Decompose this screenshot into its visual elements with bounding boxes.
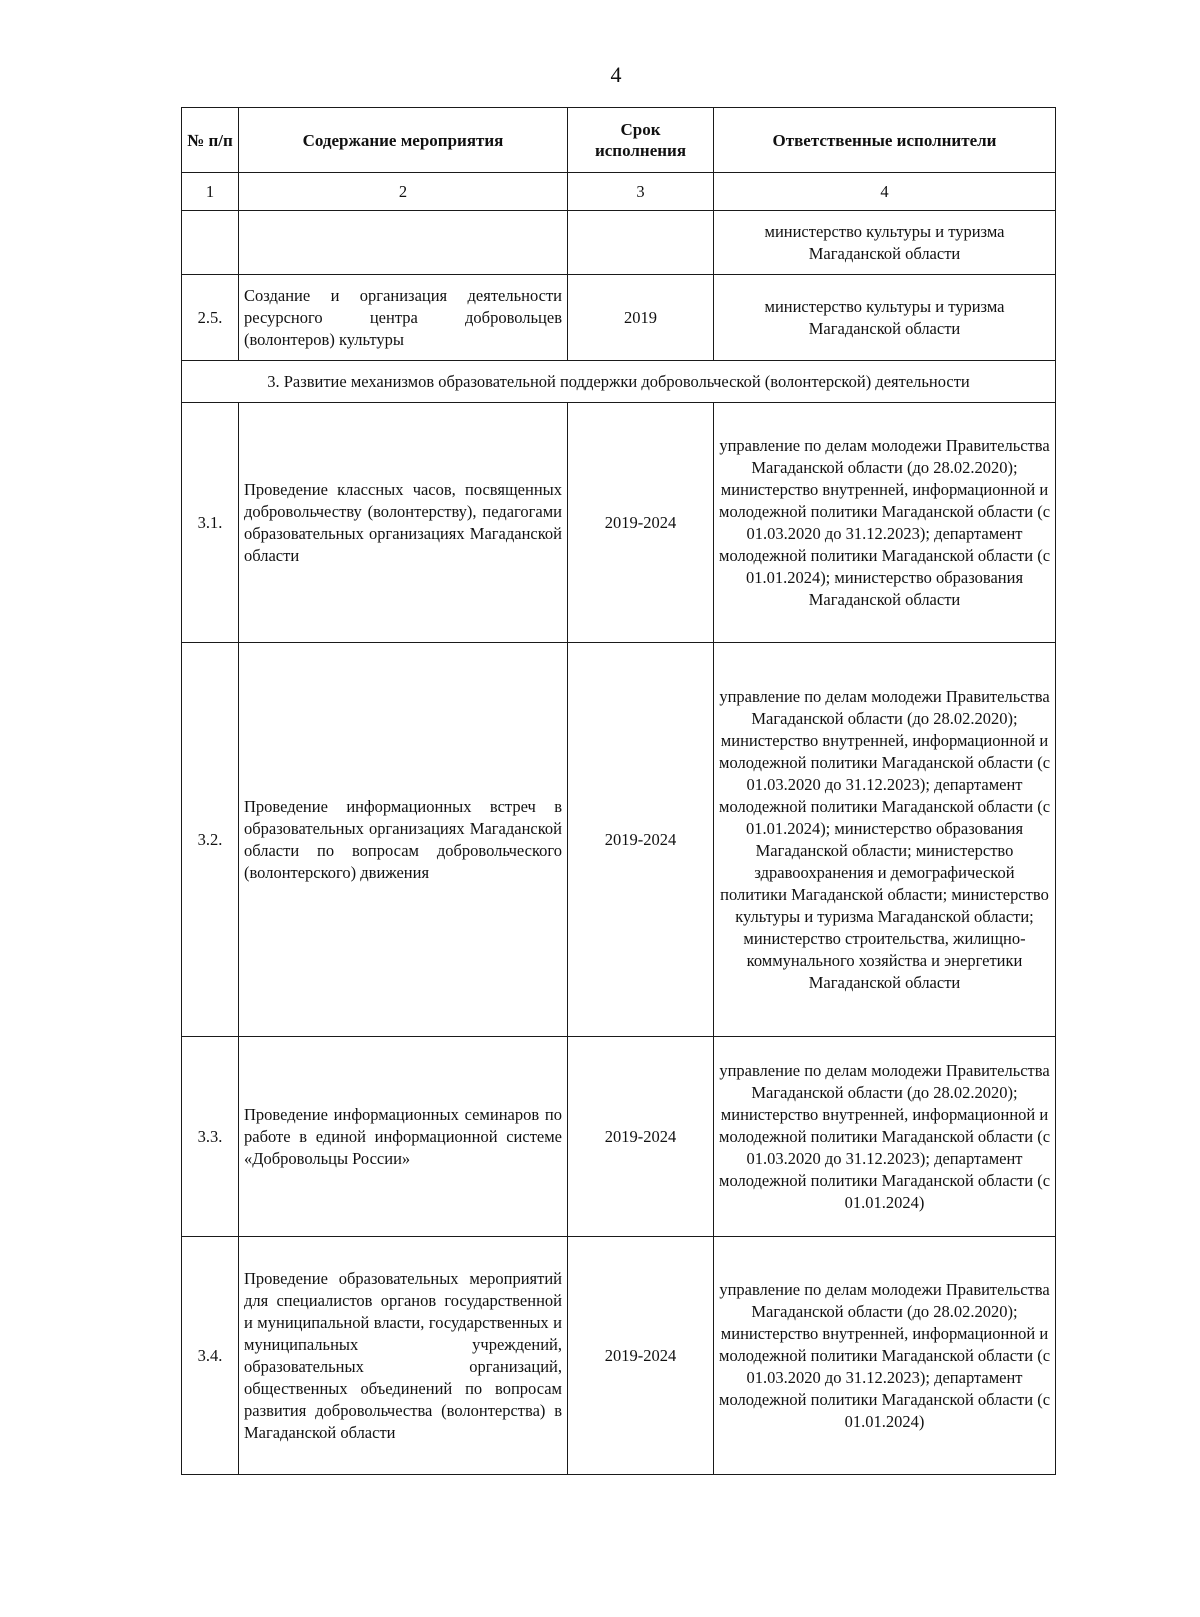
row-number: 3.4.	[182, 1237, 239, 1475]
column-number: 3	[568, 173, 714, 211]
table-row	[182, 1037, 1056, 1237]
table-row	[182, 275, 1056, 361]
table-row	[182, 643, 1056, 1037]
table-header-row	[182, 108, 1056, 173]
header-responsible: Ответственные исполнители	[714, 108, 1056, 173]
row-responsible: управление по делам молодежи Правительства Магаданской области (до 28.02.2020); министерство внутренней, информационной и молодежной политики Магаданской области (с 01.03.2020 до 31.12.2023); департамент молодежной политики Магаданской области (с 01.01.2024)	[714, 1237, 1056, 1475]
row-content: Проведение информационных семинаров по работе в единой информационной системе «Добровольцы России»	[239, 1037, 568, 1237]
table-row	[182, 403, 1056, 643]
column-numbers-row	[182, 173, 1056, 211]
row-term: 2019-2024	[568, 643, 714, 1037]
row-number	[182, 211, 239, 275]
row-term: 2019-2024	[568, 403, 714, 643]
page-number: 4	[610, 62, 622, 87]
row-content: Проведение классных часов, посвященных добровольчеству (волонтерству), педагогами образовательных организациях Магаданской области	[239, 403, 568, 643]
column-number: 2	[239, 173, 568, 211]
row-content: Проведение образовательных мероприятий для специалистов органов государственной и муниципальной власти, государственных и муниципальных учреждений, образовательных организаций, общественных объединений по вопросам развития добровольчества (волонтерства) в Магаданской области	[239, 1237, 568, 1475]
row-number: 3.3.	[182, 1037, 239, 1237]
row-content: Проведение информационных встреч в образовательных организациях Магаданской области по вопросам добровольческого (волонтерского) движения	[239, 643, 568, 1037]
header-content: Содержание мероприятия	[239, 108, 568, 173]
column-number: 1	[182, 173, 239, 211]
row-content: Создание и организация деятельности ресурсного центра добровольцев (волонтеров) культуры	[239, 275, 568, 361]
row-term: 2019-2024	[568, 1037, 714, 1237]
section-title: 3. Развитие механизмов образовательной поддержки добровольческой (волонтерской) деятельности	[182, 361, 1056, 403]
column-number: 4	[714, 173, 1056, 211]
row-number: 2.5.	[182, 275, 239, 361]
table-row	[182, 1237, 1056, 1475]
row-number: 3.2.	[182, 643, 239, 1037]
row-responsible: управление по делам молодежи Правительства Магаданской области (до 28.02.2020); министерство внутренней, информационной и молодежной политики Магаданской области (с 01.03.2020 до 31.12.2023); департамент молодежной политики Магаданской области (с 01.01.2024)	[714, 1037, 1056, 1237]
row-responsible: управление по делам молодежи Правительства Магаданской области (до 28.02.2020); министерство внутренней, информационной и молодежной политики Магаданской области (с 01.03.2020 до 31.12.2023); департамент молодежной политики Магаданской области (с 01.01.2024); министерство образования Магаданской области; министерство здравоохранения и демографической политики Магаданской области; министерство культуры и туризма Магаданской области; министерство строительства, жилищно-коммунального хозяйства и энергетики Магаданской области	[714, 643, 1056, 1037]
row-responsible: министерство культуры и туризма Магаданской области	[714, 211, 1056, 275]
row-number: 3.1.	[182, 403, 239, 643]
events-table	[181, 107, 1056, 1475]
header-number: № п/п	[182, 108, 239, 173]
section-header-row	[182, 361, 1056, 403]
header-term: Срок исполнения	[568, 108, 714, 173]
table-row	[182, 211, 1056, 275]
row-term	[568, 211, 714, 275]
row-responsible: управление по делам молодежи Правительства Магаданской области (до 28.02.2020); министерство внутренней, информационной и молодежной политики Магаданской области (с 01.03.2020 до 31.12.2023); департамент молодежной политики Магаданской области (с 01.01.2024); министерство образования Магаданской области	[714, 403, 1056, 643]
row-term: 2019-2024	[568, 1237, 714, 1475]
row-content	[239, 211, 568, 275]
row-responsible: министерство культуры и туризма Магаданской области	[714, 275, 1056, 361]
row-term: 2019	[568, 275, 714, 361]
